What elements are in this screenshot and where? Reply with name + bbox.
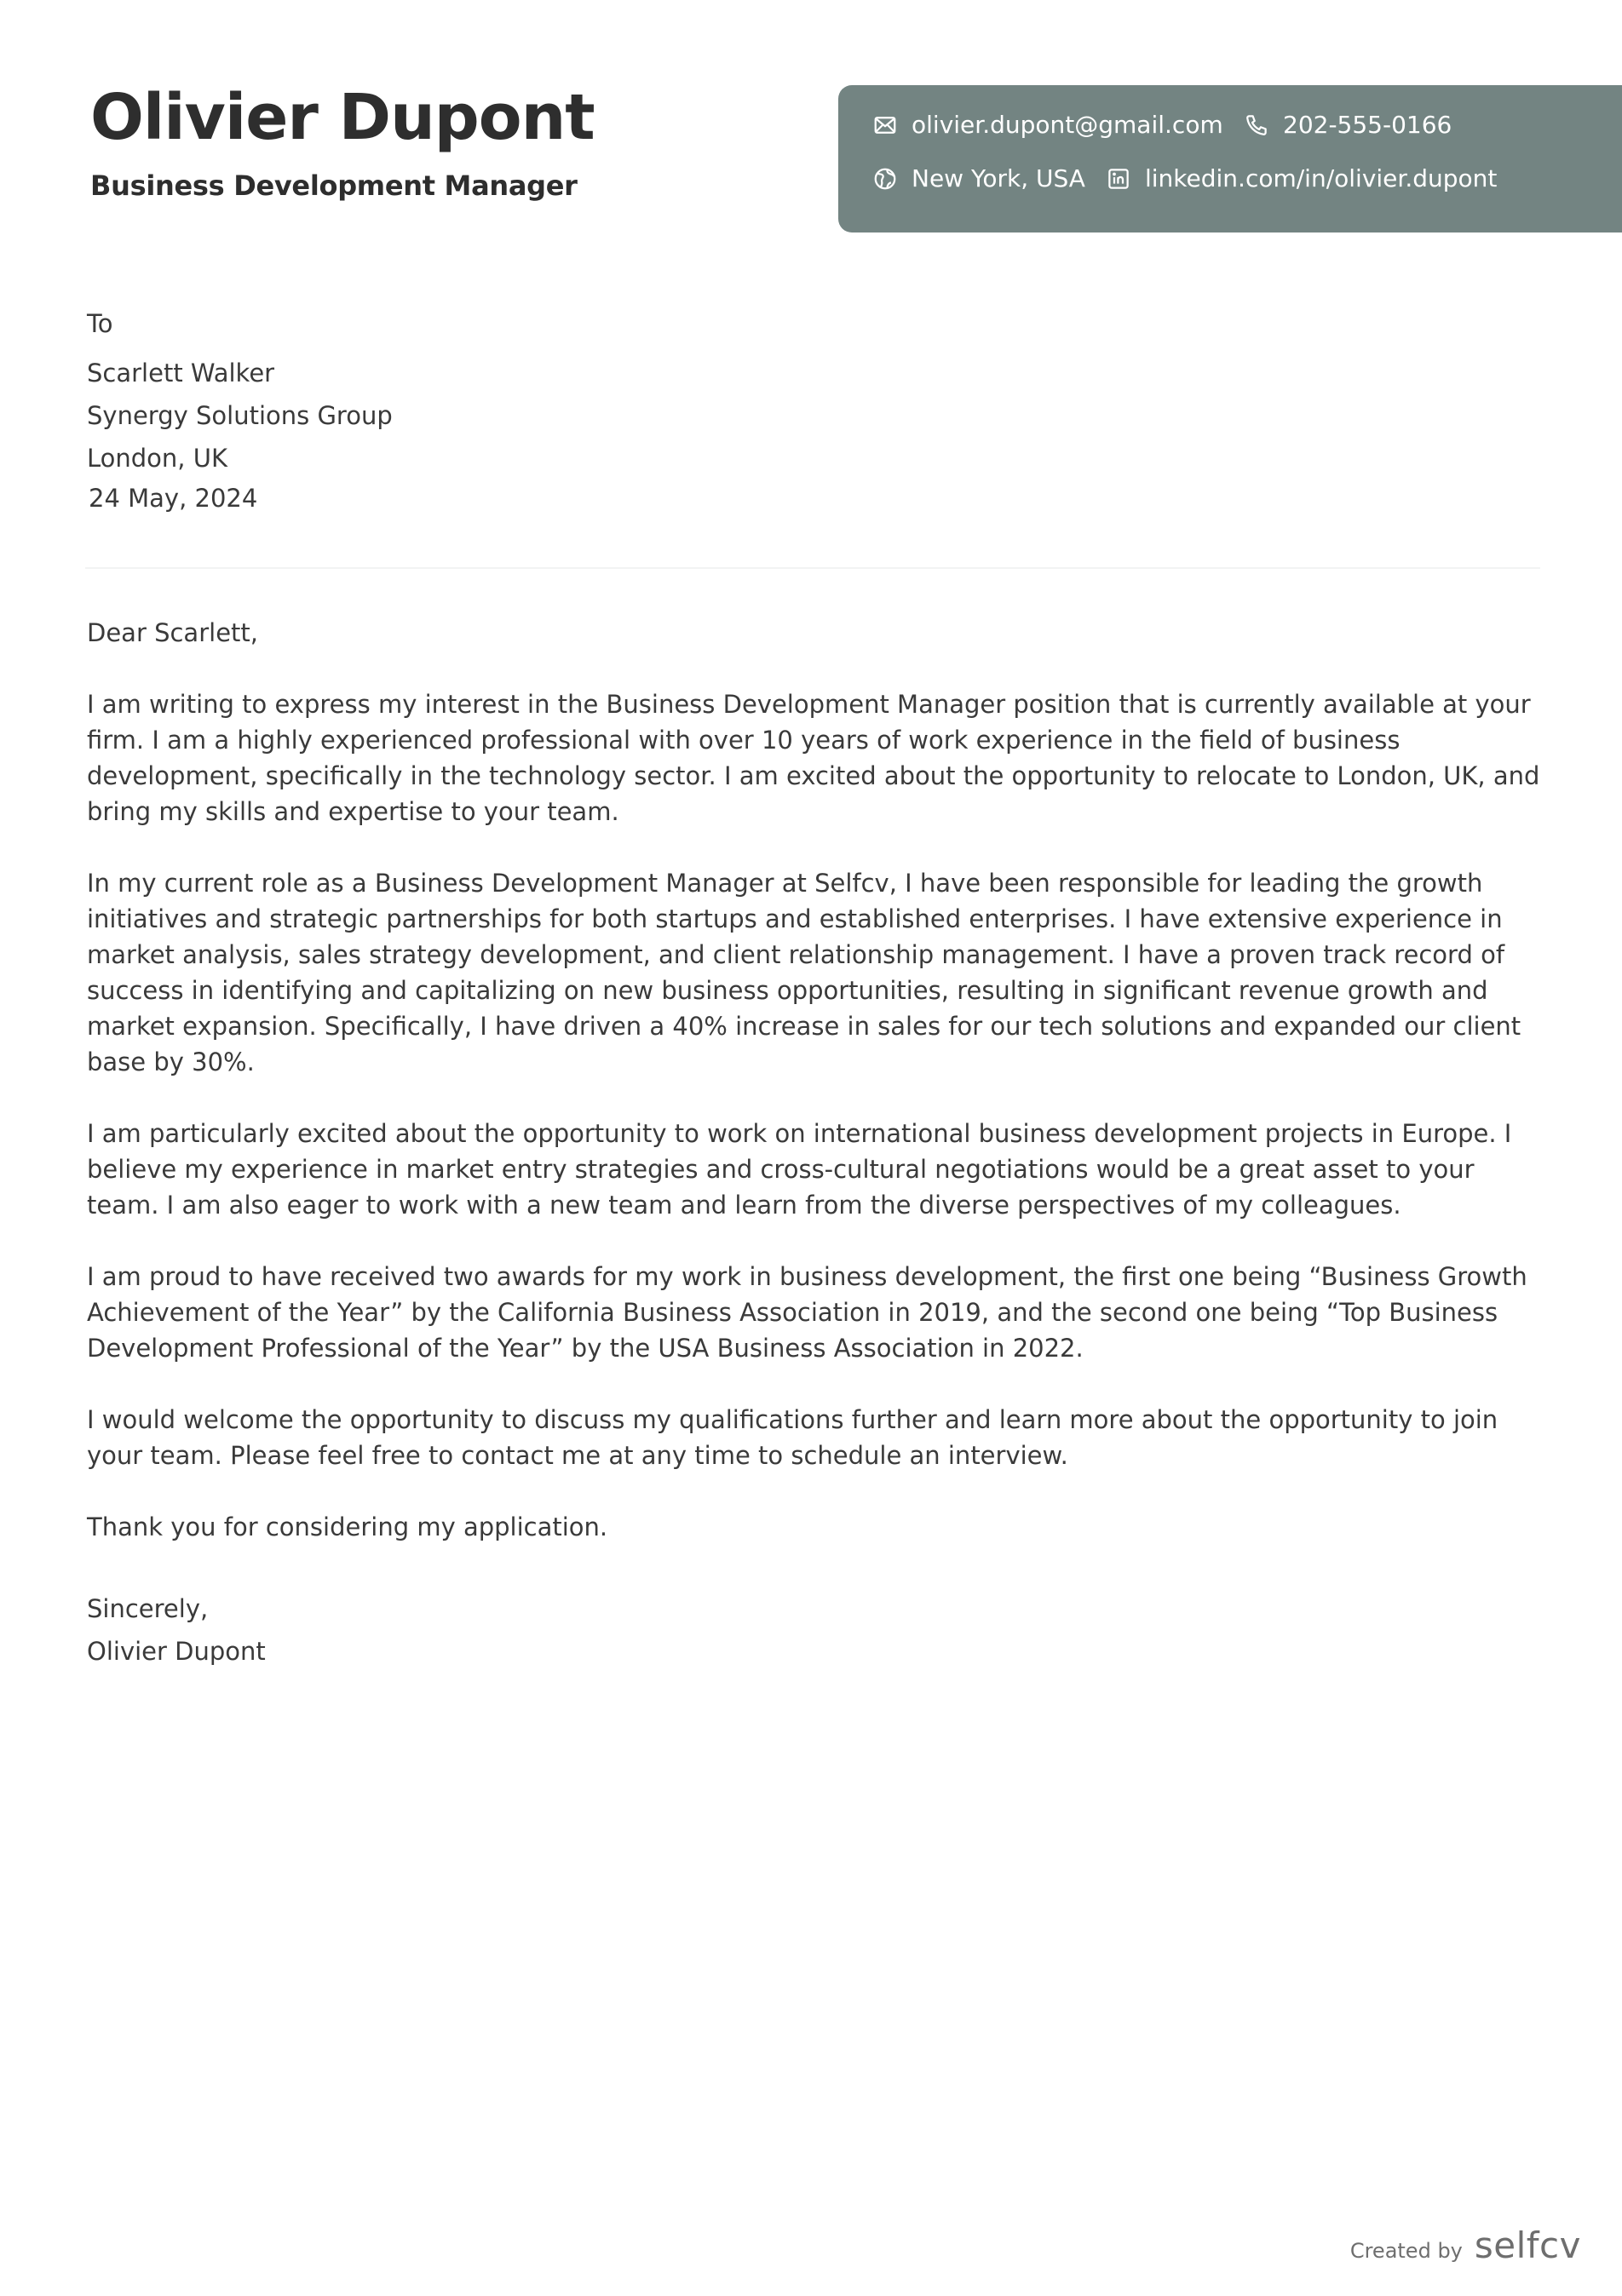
applicant-name: Olivier Dupont <box>90 81 595 154</box>
footer-created-by: Created by <box>1349 2239 1463 2263</box>
recipient-company: Synergy Solutions Group <box>87 401 393 430</box>
letter-paragraph: I am proud to have received two awards for my work in business development, the first one being “Business Growth Achievement of the Year” by the California Business Association in 2019, and the second one being “Top Business Development Professional of the Year” by the USA Business Association in 2022. <box>87 1262 1527 1363</box>
contact-linkedin[interactable] <box>1106 164 1497 192</box>
letter-closing: Sincerely, <box>87 1594 209 1623</box>
linkedin-icon <box>1106 166 1131 192</box>
contact-email-text: olivier.dupont@gmail.com <box>912 111 1223 139</box>
letter-paragraph: I would welcome the opportunity to discuss my qualifications further and learn more about the opportunity to join your team. Please feel free to contact me at any time to schedule an interview. <box>87 1405 1498 1470</box>
letter-paragraph: I am writing to express my interest in the Business Development Manager position that is currently available at your firm. I am a highly experienced professional with over 10 years of work experience in the field of business development, specifically in the technology sector. I am excited about the opportunity to relocate to London, UK, and bring my skills and expertise to your team. <box>87 690 1540 826</box>
envelope-icon <box>872 112 898 138</box>
letter-paragraph: I am particularly excited about the opportunity to work on international business development projects in Europe. I believe my experience in market entry strategies and cross-cultural negotiations would be a great asset to your team. I am also eager to work with a new team and learn from the diverse perspectives of my colleagues. <box>87 1119 1512 1220</box>
letter-body <box>87 615 1544 1581</box>
letter-signature: Olivier Dupont <box>87 1637 266 1666</box>
contact-location <box>872 164 1085 192</box>
applicant-title: Business Development Manager <box>90 169 578 202</box>
recipient-name: Scarlett Walker <box>87 359 275 387</box>
phone-icon <box>1244 112 1269 138</box>
contact-linkedin-text: linkedin.com/in/olivier.dupont <box>1145 164 1498 192</box>
letter-greeting: Dear Scarlett, <box>87 618 258 647</box>
globe-icon <box>872 166 898 192</box>
recipient-block <box>87 302 393 479</box>
footer-branding[interactable] <box>1350 2224 1581 2266</box>
recipient-to-label: To <box>87 309 113 338</box>
contact-location-text: New York, USA <box>912 164 1085 192</box>
contact-phone-text: 202-555-0166 <box>1283 111 1452 139</box>
contact-email[interactable] <box>872 111 1223 139</box>
contact-phone[interactable] <box>1244 111 1452 139</box>
letter-paragraph: In my current role as a Business Development Manager at Selfcv, I have been responsible for leading the growth initiatives and strategic partnerships for both startups and established enterprises. I have extensive experience in market analysis, sales strategy development, and client relationship management. I have a proven track record of success in identifying and capitalizing on new business opportunities, resulting in significant revenue growth and market expansion. Specifically, I have driven a 40% increase in sales for our tech solutions and expanded our client base by 30%. <box>87 869 1521 1076</box>
footer-brand-logo: selfcv <box>1474 2224 1581 2266</box>
letter-date: 24 May, 2024 <box>89 484 258 513</box>
recipient-location: London, UK <box>87 444 227 473</box>
letter-closing-block <box>87 1587 266 1673</box>
section-divider <box>85 567 1540 569</box>
contact-panel <box>838 85 1622 232</box>
letter-paragraph: Thank you for considering my application. <box>87 1512 608 1541</box>
